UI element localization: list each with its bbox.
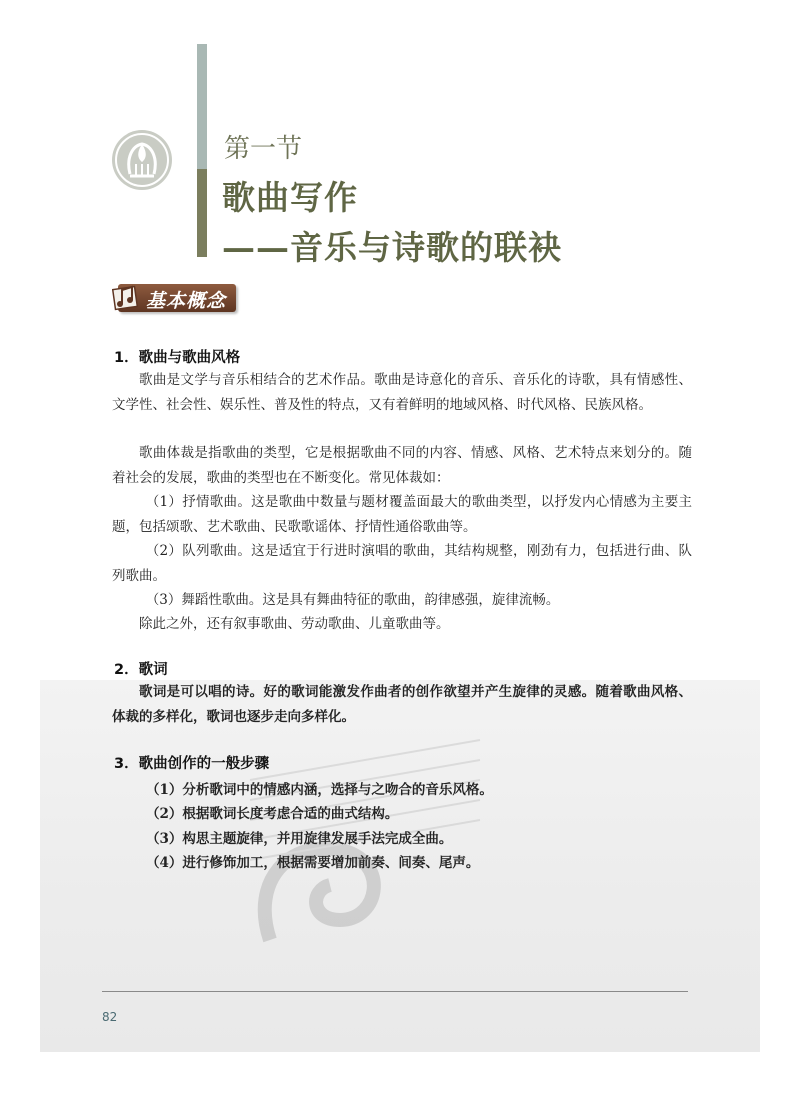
- genre-item-2: （2）队列歌曲。这是适宜于行进时演唱的歌曲，其结构规整，刚劲有力，包括进行曲、队列歌曲。: [112, 543, 692, 584]
- section-2-heading: 2．歌词: [114, 662, 168, 678]
- title-bar-top: [197, 44, 207, 169]
- section-1-heading: 1．歌曲与歌曲风格: [114, 350, 241, 366]
- section-1-paragraph-1: 歌曲是文学与音乐相结合的艺术作品。歌曲是诗意化的音乐、音乐化的诗歌，具有情感性、文学性、社会性、娱乐性、普及性的特点，又有着鲜明的地域风格、时代风格、民族风格。: [112, 372, 692, 413]
- chapter-subtitle: ——音乐与诗歌的联袂: [222, 228, 562, 267]
- basic-concepts-tag: [112, 278, 236, 314]
- step-item: （3）构思主题旋律，并用旋律发展手法完成全曲。: [146, 831, 453, 847]
- section-2-paragraph: 歌词是可以唱的诗。好的歌词能激发作曲者的创作欲望并产生旋律的灵感。随着歌曲风格、体裁的多样化，歌词也逐步走向多样化。: [112, 684, 692, 725]
- section-number: 第一节: [224, 134, 303, 164]
- step-item: （2）根据歌词长度考虑合适的曲式结构。: [146, 806, 399, 822]
- section-3-heading: 3．歌曲创作的一般步骤: [114, 756, 270, 772]
- title-bar-bottom: [197, 169, 207, 257]
- section-1-paragraph-3: 除此之外，还有叙事歌曲、劳动歌曲、儿童歌曲等。: [139, 616, 450, 632]
- genre-item-1: （1）抒情歌曲。这是歌曲中数量与题材覆盖面最大的歌曲类型，以抒发内心情感为主要主题，包括颂歌、艺术歌曲、民歌歌谣体、抒情性通俗歌曲等。: [112, 494, 692, 535]
- lyre-emblem-icon: [110, 128, 174, 192]
- step-item: （1）分析歌词中的情感内涵，选择与之吻合的音乐风格。: [146, 782, 493, 798]
- chapter-title: 歌曲写作: [222, 178, 358, 217]
- page-number: 82: [102, 1010, 118, 1024]
- genre-item-3: （3）舞蹈性歌曲。这是具有舞曲特征的歌曲，韵律感强，旋律流畅。: [145, 592, 560, 608]
- section-1-paragraph-2: 歌曲体裁是指歌曲的类型，它是根据歌曲不同的内容、情感、风格、艺术特点来划分的。随着社会的发展，歌曲的类型也在不断变化。常见体裁如：: [112, 445, 692, 486]
- step-item: （4）进行修饰加工，根据需要增加前奏、间奏、尾声。: [146, 855, 480, 871]
- tag-label: 基本概念: [146, 290, 227, 312]
- footer-divider: [102, 991, 688, 992]
- music-note-icon: [112, 278, 142, 312]
